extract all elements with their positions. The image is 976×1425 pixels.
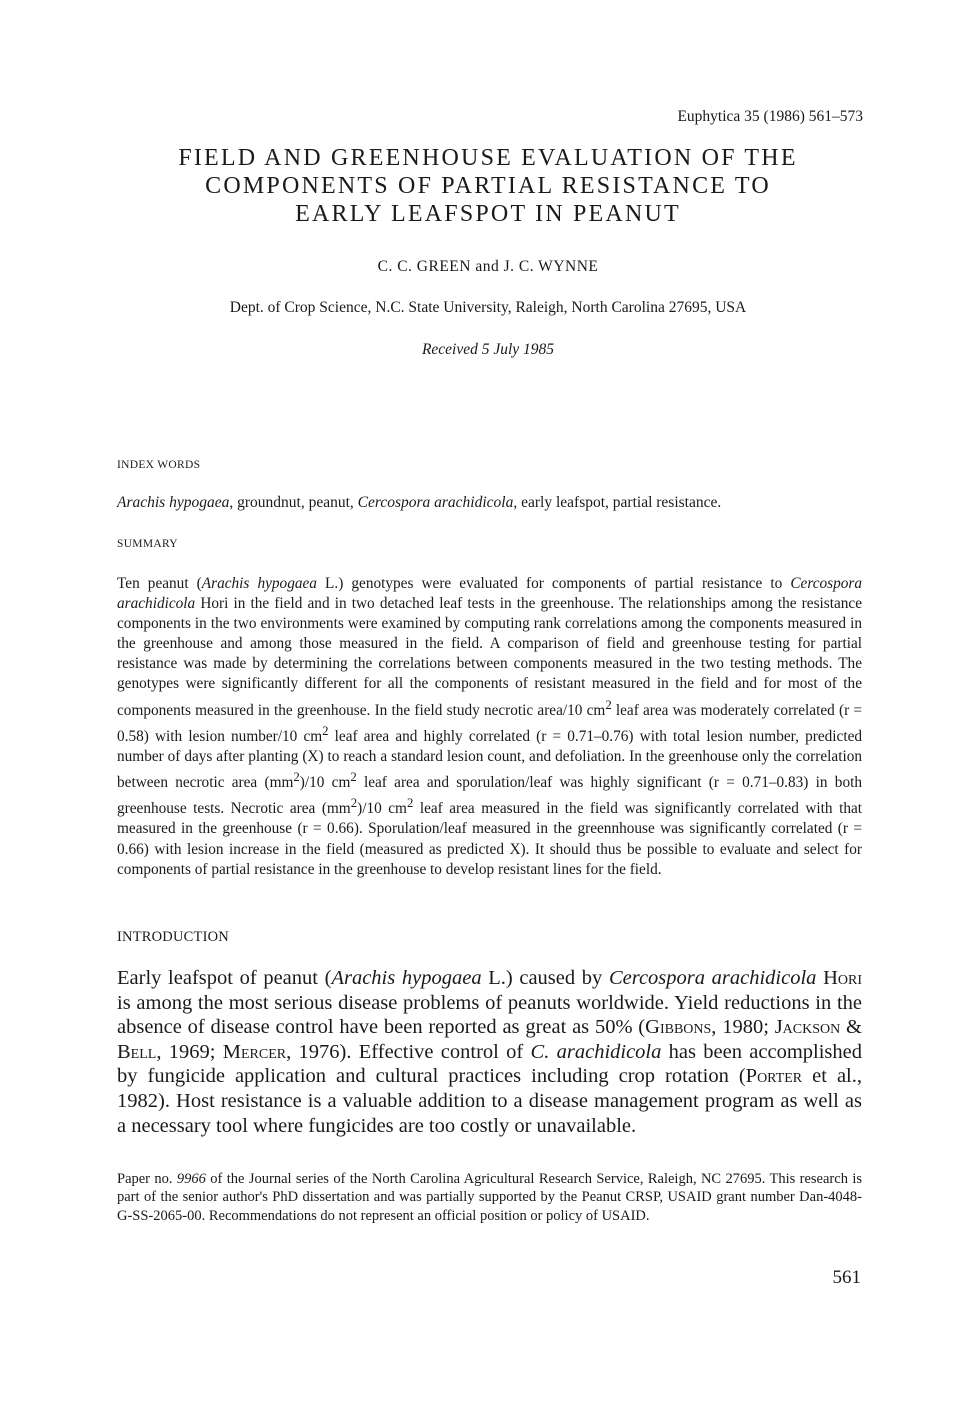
summary-segment: leaf area and sporulation/leaf was highly significant (r = 0.71–0.83) in both greenhouse tests. Necrotic area (mm: [117, 774, 862, 818]
summary-segment: Ten peanut (: [117, 575, 202, 592]
page-number: 561: [832, 1267, 861, 1288]
summary-segment: Cercospora arachidicola: [117, 575, 863, 613]
summary-segment: leaf area measured in the field was significantly correlated with that measured in the greenhouse (r = 0.66). Sporulation/leaf measured in the greennhouse was significantly correlated (r = 0.66) with lesion increase in the field (measured as predicted X). It should thus be possible to evaluate and select for components of partial resistance in the greenhouse to develop resistant lines for the field.: [117, 800, 863, 878]
superscript: 2: [406, 796, 414, 811]
index-term: Cercospora arachidicola: [357, 494, 514, 511]
intro-segment: Early leafspot of peanut (: [117, 967, 332, 989]
intro-segment: Cercospora arachidicola: [608, 967, 817, 989]
summary-segment: Hori in the field and in two detached leaf tests in the greenhouse. The relationships among the resistance components in the two environments were examined by computing rank correlations among the components measured in the greenhouse and among those measured in the field. A comparison of field and greenhouse testing for partial resistance was made by determining the correlations between components measured in the two testing methods. The genotypes were significantly different for all the components of resistant measured in the field and for most of the components measured in the greenhouse. In the field study necrotic area/10 cm: [117, 595, 862, 719]
title-line: COMPONENTS OF PARTIAL RESISTANCE TO: [205, 173, 771, 199]
footnote-segment: of the Journal series of the North Carolina Agricultural Research Service, Raleigh, NC 27695. This research is part of the senior author's PhD dissertation and was partially supported by the Peanut CRSP, USAID grant number Dan-4048-G-SS-2065-00. Recommendations do not represent an official position or policy of USAID.: [117, 1171, 862, 1224]
title-line: EARLY LEAFSPOT IN PEANUT: [295, 201, 681, 227]
intro-segment: C. arachidicola: [530, 1040, 662, 1063]
footnote-segment: 9966: [176, 1171, 206, 1187]
intro-segment: L.) caused by: [481, 967, 609, 989]
superscript: 2: [293, 770, 300, 785]
intro-segment: et al., 1982). Host resistance is a valuable addition to a disease management program as well as a necessary tool where fungicides are too costly or unavailable.: [117, 1065, 863, 1137]
summary-segment: leaf area was moderately correlated (r = 0.58) with lesion number/10 cm: [117, 701, 862, 745]
summary-segment: L.) genotypes were evaluated for components of partial resistance to: [316, 575, 791, 592]
superscript: 2: [605, 697, 612, 712]
author-citation: Gibbons: [645, 1016, 712, 1039]
footnote-segment: Paper no.: [117, 1171, 177, 1187]
intro-segment: , 1980;: [711, 1016, 775, 1039]
received-date: Received 5 July 1985: [421, 341, 555, 358]
author-citation: Mercer: [222, 1040, 287, 1063]
introduction-text: [117, 966, 862, 1138]
authors: C. C. GREEN and J. C. WYNNE: [377, 258, 599, 275]
affiliation: Dept. of Crop Science, N.C. State University, Raleigh, North Carolina 27695, USA: [229, 299, 747, 316]
author-citation: Jackson: [774, 1016, 841, 1039]
title-line: FIELD AND GREENHOUSE EVALUATION OF THE: [178, 145, 798, 171]
superscript: 2: [322, 723, 329, 738]
intro-segment: has been accomplished by fungicide application and cultural practices including crop rotation (: [117, 1040, 862, 1088]
intro-segment: &: [840, 1016, 862, 1039]
summary-segment: )/10 cm: [357, 800, 407, 818]
superscript: 2: [350, 796, 358, 811]
intro-segment: , 1976). Effective control of: [286, 1040, 531, 1063]
intro-segment: , 1969;: [156, 1040, 223, 1063]
summary-segment: )/10 cm: [299, 774, 351, 792]
index-term: , groundnut, peanut,: [229, 494, 358, 511]
index-term: Arachis hypogaea: [117, 494, 230, 511]
summary-text: [117, 574, 862, 880]
journal-citation: Euphytica 35 (1986) 561–573: [677, 108, 863, 125]
intro-segment: Arachis hypogaea: [331, 967, 482, 989]
summary-segment: leaf area and highly correlated (r = 0.71–0.76) with total lesion number, predicted number of days after planting (X) to reach a standard lesion count, and defoliation. In the greenhouse only the correlation between necrotic area (mm: [117, 727, 863, 792]
introduction-heading: INTRODUCTION: [117, 929, 229, 945]
footnote: [117, 1170, 862, 1225]
index-words-heading: INDEX WORDS: [117, 459, 201, 471]
article-title: [100, 144, 876, 228]
index-term: , early leafspot, partial resistance.: [513, 494, 722, 511]
author-citation: Bell: [117, 1040, 157, 1063]
author-citation: Hori: [823, 967, 862, 989]
summary-heading: SUMMARY: [117, 538, 178, 550]
author-citation: Porter: [745, 1065, 803, 1088]
index-words: [117, 494, 862, 512]
intro-segment: is among the most serious disease problems of peanuts worldwide. Yield reductions in the absence of disease control have been reported as great as 50% (: [117, 991, 862, 1039]
superscript: 2: [350, 770, 357, 785]
summary-segment: Arachis hypogaea: [201, 575, 317, 592]
